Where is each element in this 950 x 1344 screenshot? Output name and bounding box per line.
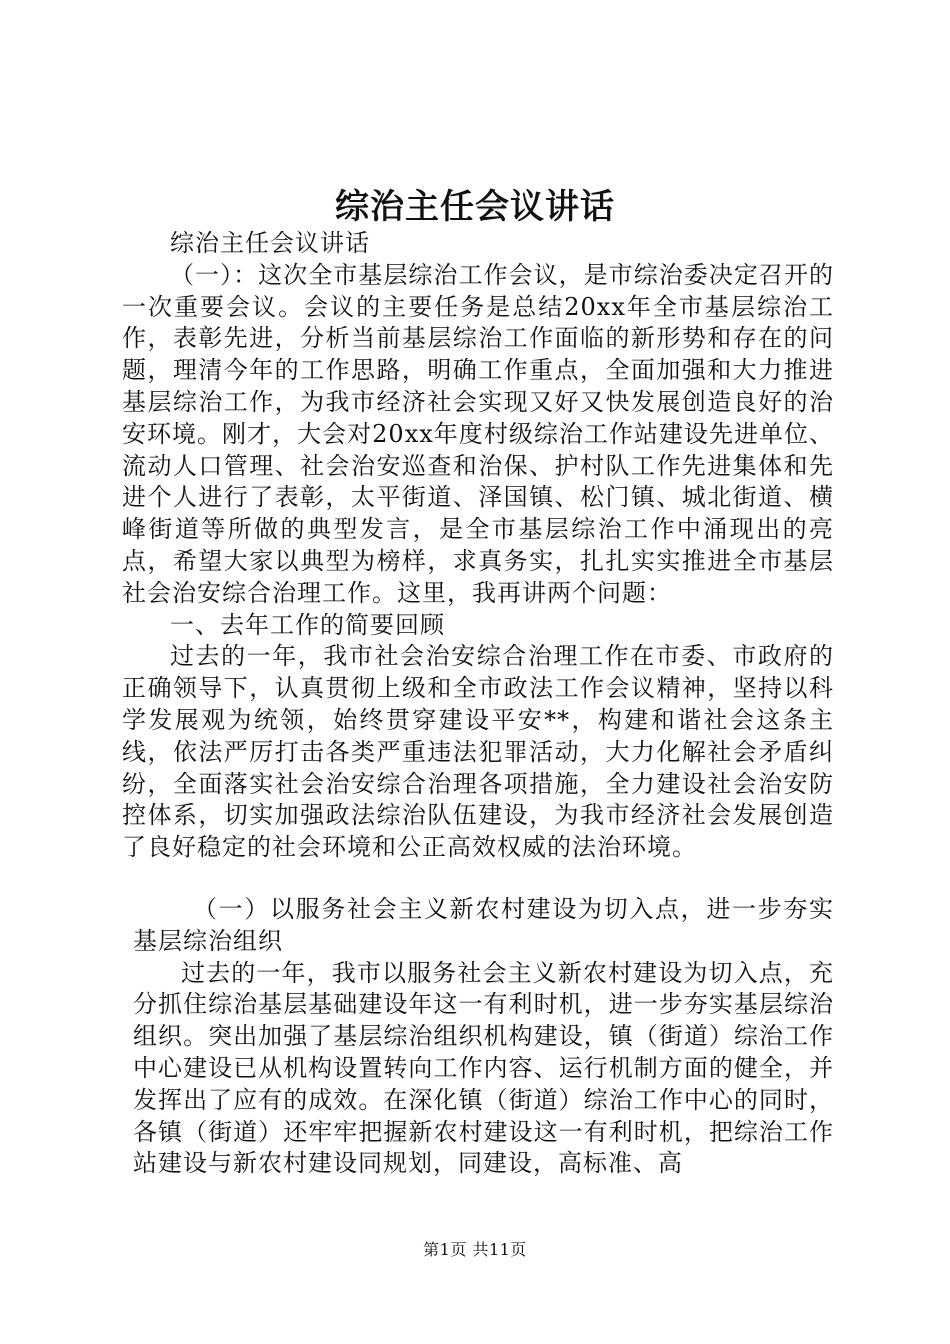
page-number-footer: 第1页 共11页 — [423, 1240, 527, 1259]
subsection-heading-organization: （一）以服务社会主义新农村建设为切入点，进一步夯实基层综治组织 — [133, 894, 834, 955]
section-heading-review: 一、去年工作的简要回顾 — [170, 610, 445, 639]
paragraph-organization: 过去的一年，我市以服务社会主义新农村建设为切入点，充分抓住综治基层基础建设年这一有利时机，进一步夯实基层综治组织。突出加强了基层综治组织机构建设，镇（街道）综治工作中心建设已从机构设置转向工作内容、运行机制方面的健全，并发挥出了应有的成效。在深化镇（街道）综治工作中心的同时，各镇（街道）还牢牢把握新农村建设这一有利时机，把综治工作站建设与新农村建设同规划，同建设，高标准、高 — [133, 958, 834, 1178]
document-subtitle: 综治主任会议讲话 — [170, 229, 370, 257]
document-body — [122, 228, 834, 1180]
paragraph-review: 过去的一年，我市社会治安综合治理工作在市委、市政府的正确领导下，认真贯彻上级和全市政法工作会议精神，坚持以科学发展观为统领，始终贯穿建设平安**，构建和谐社会这条主线，依法严厉打击各类严重违法犯罪活动，大力化解社会矛盾纠纷，全面落实社会治安综合治理各项措施，全力建设社会治安防控体系，切实加强政法综治队伍建设，为我市经济社会发展创造了良好稳定的社会环境和公正高效权威的法治环境。 — [122, 642, 834, 862]
subsection-block — [122, 894, 834, 1180]
paragraph-intro: （一）：这次全市基层综治工作会议，是市综治委决定召开的一次重要会议。会议的主要任务是总结20xx年全市基层综治工作，表彰先进，分析当前基层综治工作面临的新形势和存在的问题，理清今年的工作思路，明确工作重点，全面加强和大力推进基层综治工作，为我市经济社会实现又好又快发展创造良好的治安环境。刚才，大会对20xx年度村级综治工作站建设先进单位、流动人口管理、社会治安巡查和治保、护村队工作先进集体和先进个人进行了表彰，太平街道、泽国镇、松门镇、城北街道、横峰街道等所做的典型发言，是全市基层综治工作中涌现出的亮点，希望大家以典型为榜样，求真务实，扎扎实实推进全市基层社会治安综合治理工作。这里，我再讲两个问题： — [122, 260, 834, 607]
document-title: 综治主任会议讲话 — [335, 187, 615, 227]
